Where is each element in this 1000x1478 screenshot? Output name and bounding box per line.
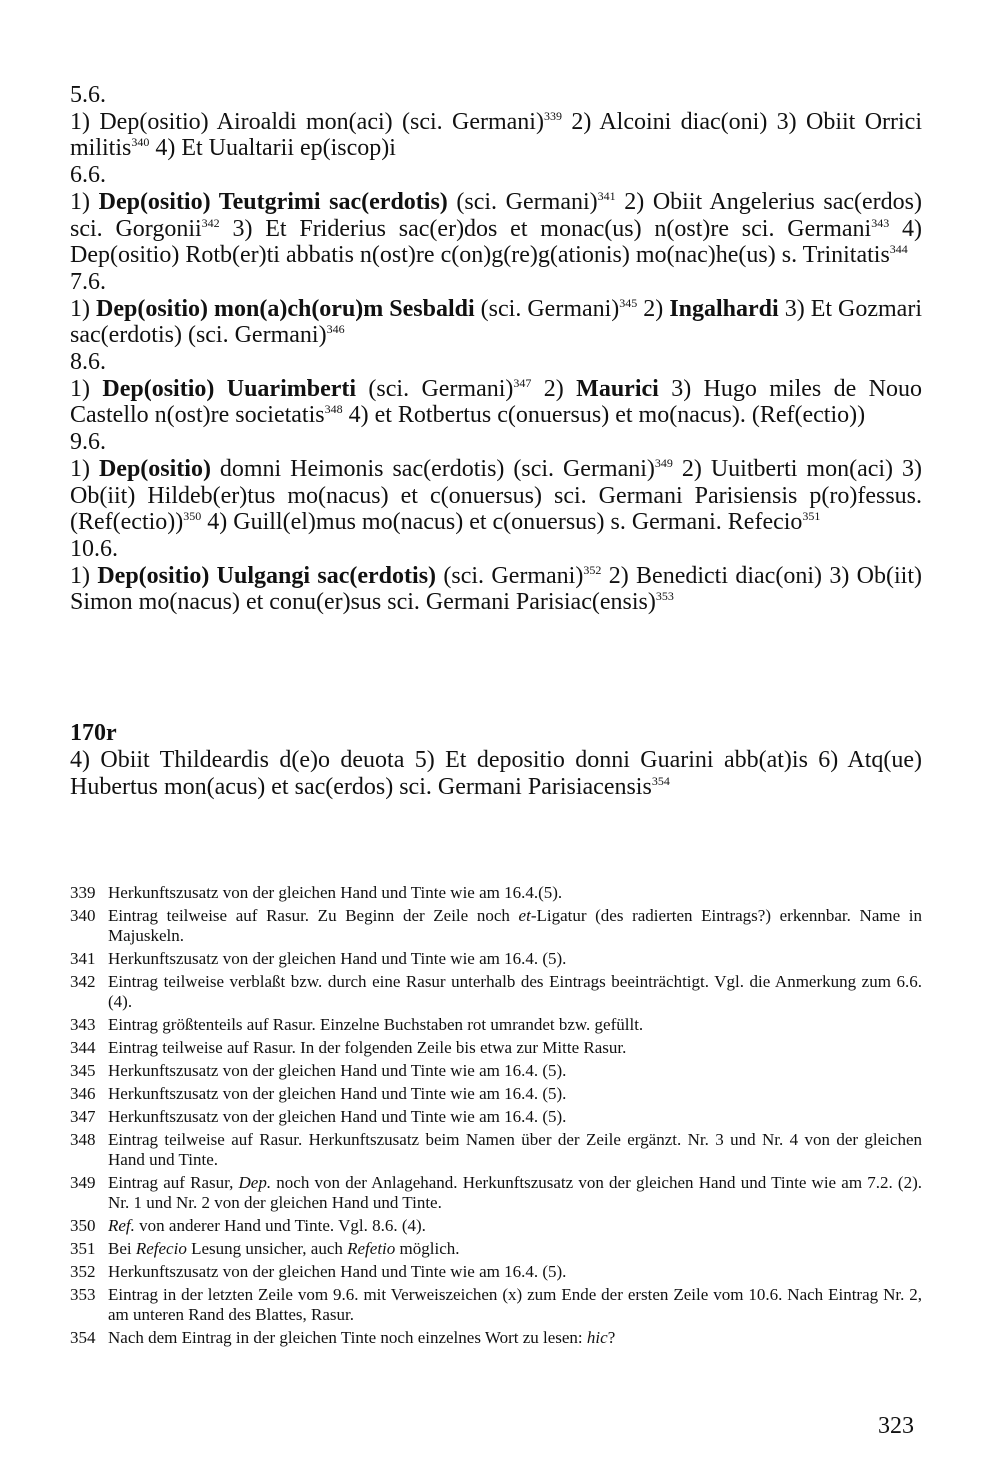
footnote-text: [108, 1216, 922, 1236]
text-run: Lesung unsicher, auch: [186, 1239, 348, 1258]
text-run: 3) Et Gozmari sac(erdotis) (sci. Germani): [70, 295, 922, 349]
text-run: 4) Guill(el)mus mo(nacus) et c(onuersus) s. Germani. Refecio: [201, 509, 803, 536]
footnote-text: [108, 1107, 922, 1127]
footnote-number: 348: [70, 1130, 96, 1149]
footnote: [70, 1173, 922, 1213]
footnote-ref: 348: [324, 402, 343, 417]
text-run: 2): [531, 375, 577, 402]
entry-date: 6.6.: [70, 162, 106, 189]
footnote: [70, 1061, 922, 1081]
footnote-number: 351: [70, 1239, 96, 1258]
footnote-number: 346: [70, 1084, 96, 1103]
text-run: 4) Dep(ositio) Rotb(er)ti abbatis n(ost)re c(on)g(re)g(ationis) mo(nac)he(us) s. Trinitatis: [70, 215, 922, 269]
entry-text: [70, 296, 922, 349]
footnote-text: [108, 1285, 922, 1325]
footnote: [70, 1285, 922, 1325]
text-run: ?: [607, 1328, 616, 1347]
footnote: [70, 1038, 922, 1058]
bold-text: Dep(ositio): [98, 455, 211, 482]
footnote-ref: 344: [889, 242, 908, 257]
footnote-ref: 349: [654, 455, 673, 470]
footnote-text: [108, 1130, 922, 1170]
italic-text: Refecio: [135, 1239, 187, 1258]
footnote-text: [108, 883, 922, 903]
bold-text: Maurici: [576, 375, 659, 402]
text-run: Eintrag in der letzten Zeile vom 9.6. mit Verweiszeichen (x) zum Ende der ersten Zeile vom 10.6. Nach Eintrag Nr. 2, am unteren Rand des Blattes, Rasur.: [108, 1285, 922, 1324]
entry-date: 5.6.: [70, 82, 106, 108]
text-run: Herkunftszusatz von der gleichen Hand und Tinte wie am 16.4. (5).: [108, 949, 567, 968]
text-run: (sci. Germani): [356, 375, 514, 402]
text-run: Eintrag auf Rasur,: [108, 1173, 239, 1192]
footnote-text: [108, 1038, 922, 1058]
text-run: -Ligatur (des radierten Eintrags?) erkennbar. Name in Majuskeln.: [108, 906, 922, 945]
text-run: Herkunftszusatz von der gleichen Hand und Tinte wie am 16.4.(5).: [108, 883, 563, 902]
footnote-text: [108, 1328, 922, 1348]
footnote: [70, 1107, 922, 1127]
text-run: Herkunftszusatz von der gleichen Hand und Tinte wie am 16.4. (5).: [108, 1061, 567, 1080]
page-number: 323: [878, 1413, 914, 1439]
text-run: 1): [70, 375, 103, 402]
footnote-number: 344: [70, 1038, 96, 1057]
footnote-ref: 346: [326, 322, 345, 337]
text-run: Herkunftszusatz von der gleichen Hand und Tinte wie am 16.4. (5).: [108, 1107, 567, 1126]
footnote-number: 341: [70, 949, 96, 968]
entry-text: [70, 189, 922, 269]
text-run: 1): [70, 188, 99, 215]
entry-text: [70, 563, 922, 616]
bold-text: Dep(ositio) Uulgangi sac(erdotis): [97, 562, 437, 589]
footnote-ref: 353: [655, 589, 674, 604]
footnote-number: 349: [70, 1173, 96, 1192]
footnote-text: [108, 1015, 922, 1035]
footnote-text: [108, 1262, 922, 1282]
footnote: [70, 906, 922, 946]
footnote: [70, 1328, 922, 1348]
bold-text: Dep(ositio) mon(a)ch(oru)m Sesbaldi: [96, 295, 475, 322]
text-run: noch von der Anlagehand. Herkunftszusatz von der gleichen Hand und Tinte wie am 7.2. (2). Nr. 1 und Nr. 2 von der gleichen Hand und Tinte.: [108, 1173, 922, 1212]
footnote-text: [108, 1239, 922, 1259]
footnote: [70, 972, 922, 1012]
text-run: 1): [70, 562, 98, 589]
footnote-number: 343: [70, 1015, 96, 1034]
footnote: [70, 1216, 922, 1236]
footnote-number: 339: [70, 883, 96, 902]
text-run: Eintrag teilweise verblaßt bzw. durch eine Rasur unterhalb des Eintrags beeinträchtigt. Vgl. die Anmerkung zum 6.6. (4).: [108, 972, 922, 1011]
italic-text: hic: [586, 1328, 608, 1347]
footnote-number: 350: [70, 1216, 96, 1235]
text-run: (sci. Germani): [474, 295, 620, 322]
footnote: [70, 1130, 922, 1170]
footnote-ref: 352: [583, 562, 602, 577]
italic-text: Ref.: [108, 1216, 135, 1235]
footnote-text: [108, 949, 922, 969]
folio-section: [70, 720, 922, 800]
text-run: 2) Benedicti diac(oni) 3) Ob(iit) Simon mo(nacus) et conu(er)sus sci. Germani Parisiac(ensis): [70, 562, 922, 616]
footnote-text: [108, 906, 922, 946]
footnote-ref: 351: [802, 509, 821, 524]
footnote: [70, 1015, 922, 1035]
footnote-ref: 341: [597, 188, 616, 203]
footnote-ref: 350: [183, 509, 202, 524]
entry-text: [70, 109, 922, 162]
footnote-ref: 354: [651, 773, 670, 788]
footnote-number: 340: [70, 906, 96, 925]
text-run: Eintrag teilweise auf Rasur. Herkunftszusatz beim Namen über der Zeile ergänzt. Nr. 3 und Nr. 4 von der gleichen Hand und Tinte.: [108, 1130, 922, 1169]
text-run: Bei: [108, 1239, 136, 1258]
entry-date: 8.6.: [70, 349, 106, 376]
entry-text: [70, 456, 922, 536]
text-run: 2): [637, 295, 670, 322]
text-run: Nach dem Eintrag in der gleichen Tinte noch einzelnes Wort zu lesen:: [108, 1328, 587, 1347]
folio-label: 170r: [70, 720, 117, 746]
footnote-ref: 347: [513, 375, 532, 390]
footnote-ref: 343: [871, 215, 890, 230]
text-run: 2) Uuitberti mon(aci) 3) Ob(iit) Hildeb(er)tus mo(nacus) et c(onuersus) sci. Germani Parisiensis p(ro)fessus. (Ref(ectio)): [70, 455, 922, 536]
footnote-ref: 342: [201, 215, 220, 230]
main-text: [70, 82, 922, 616]
entry-text: [70, 376, 922, 429]
text-run: 4) Obiit Thildeardis d(e)o deuota 5) Et depositio donni Guarini abb(at)is 6) Atq(ue) Hubertus mon(acus) et sac(erdos) sci. Germani Parisiacensis: [70, 747, 922, 800]
footnote-number: 353: [70, 1285, 96, 1304]
footnote-number: 354: [70, 1328, 96, 1347]
text-run: (sci. Germani): [436, 562, 584, 589]
italic-text: Refetio: [347, 1239, 396, 1258]
footnote: [70, 1239, 922, 1259]
bold-text: Dep(ositio) Teutgrimi sac(erdotis): [98, 188, 448, 215]
bold-text: Dep(ositio) Uuarimberti: [102, 375, 357, 402]
entry-date: 10.6.: [70, 535, 118, 562]
footnote: [70, 1084, 922, 1104]
text-run: 2) Alcoini diac(oni) 3) Obiit Orrici militis: [70, 108, 922, 162]
footnote-ref: 340: [131, 135, 150, 150]
text-run: 4) et Rotbertus c(onuersus) et mo(nacus). (Ref(ectio)): [342, 402, 866, 429]
text-run: 1): [70, 295, 96, 322]
text-run: 3) Et Friderius sac(er)dos et monac(us) n(ost)re sci. Germani: [219, 215, 872, 242]
footnote: [70, 1262, 922, 1282]
footnote-number: 342: [70, 972, 96, 991]
footnote-number: 352: [70, 1262, 96, 1281]
text-run: 3) Hugo miles de Nouo Castello n(ost)re societatis: [70, 375, 922, 429]
text-run: 4) Et Uualtarii ep(iscop)i: [149, 135, 396, 162]
text-run: 1): [70, 455, 99, 482]
text-run: Eintrag größtenteils auf Rasur. Einzelne Buchstaben rot umrandet bzw. gefüllt.: [108, 1015, 644, 1034]
text-run: Eintrag teilweise auf Rasur. Zu Beginn der Zeile noch: [108, 906, 519, 925]
footnote-number: 345: [70, 1061, 96, 1080]
italic-text: et: [518, 906, 531, 925]
footnote-text: [108, 972, 922, 1012]
text-run: Herkunftszusatz von der gleichen Hand und Tinte wie am 16.4. (5).: [108, 1084, 567, 1103]
footnote-text: [108, 1084, 922, 1104]
text-run: möglich.: [395, 1239, 460, 1258]
text-run: 2) Obiit Angelerius sac(erdos) sci. Gorgonii: [70, 188, 923, 242]
italic-text: Dep.: [238, 1173, 272, 1192]
footnote: [70, 949, 922, 969]
entry-date: 9.6.: [70, 429, 106, 456]
folio-entry: [70, 747, 922, 800]
bold-text: Ingalhardi: [669, 295, 779, 322]
text-run: von anderer Hand und Tinte. Vgl. 8.6. (4).: [134, 1216, 426, 1235]
footnote-text: [108, 1173, 922, 1213]
text-run: Herkunftszusatz von der gleichen Hand und Tinte wie am 16.4. (5).: [108, 1262, 567, 1281]
footnotes: [70, 883, 922, 1351]
footnote-ref: 345: [619, 295, 638, 310]
text-run: 1) Dep(ositio) Airoaldi mon(aci) (sci. Germani): [70, 108, 544, 135]
text-run: domni Heimonis sac(erdotis) (sci. Germani): [210, 455, 655, 482]
footnote: [70, 883, 922, 903]
footnote-text: [108, 1061, 922, 1081]
text-run: (sci. Germani): [447, 188, 598, 215]
entry-date: 7.6.: [70, 268, 106, 295]
text-run: Eintrag teilweise auf Rasur. In der folgenden Zeile bis etwa zur Mitte Rasur.: [108, 1038, 627, 1057]
footnote-ref: 339: [543, 108, 562, 123]
footnote-number: 347: [70, 1107, 96, 1126]
